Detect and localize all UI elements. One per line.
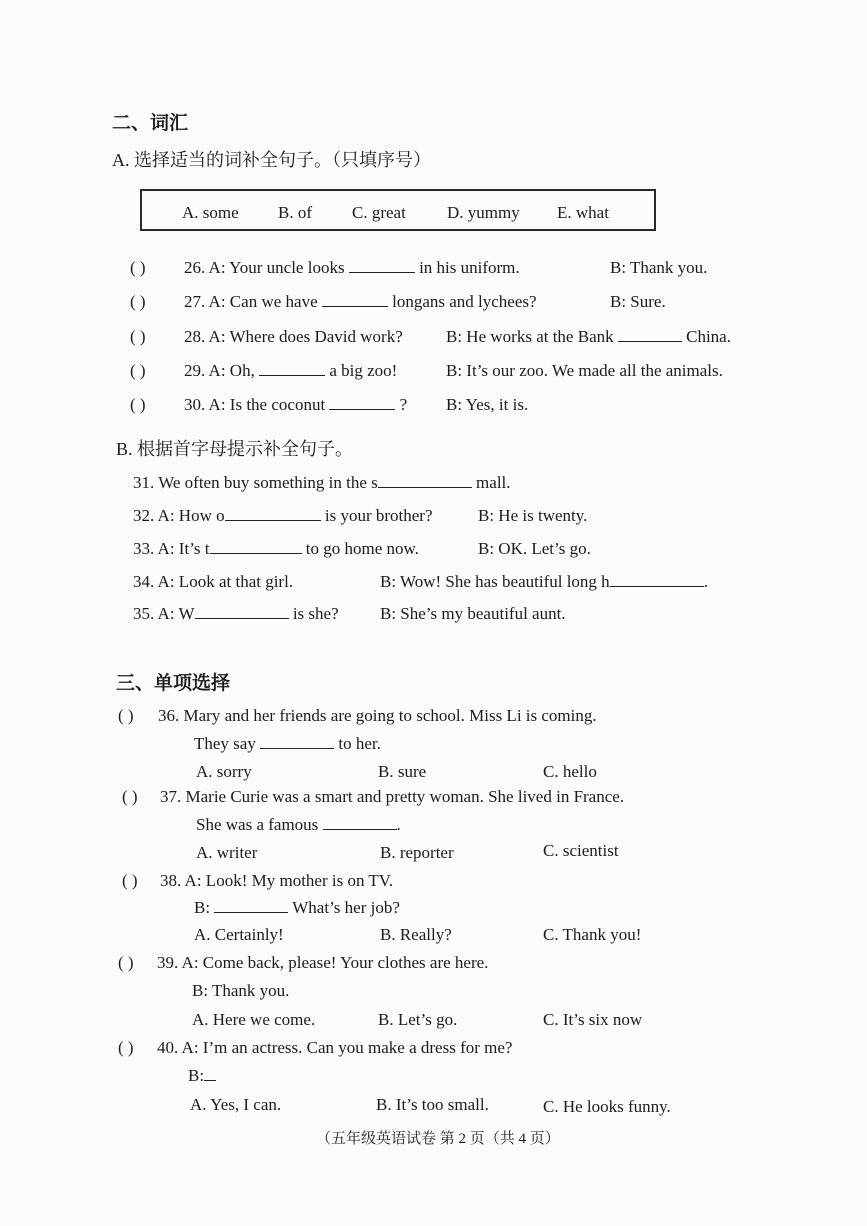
question-text: a big zoo!	[329, 361, 398, 380]
choice-c[interactable]: C. Thank you!	[543, 925, 642, 944]
fill-blank[interactable]	[204, 1066, 216, 1081]
question-39-line2: B: Thank you.	[192, 981, 290, 1000]
answer-bracket[interactable]: ( )	[130, 395, 146, 414]
question-text: to go home now.	[305, 539, 419, 558]
question-36-line2	[194, 734, 381, 754]
question-37: 37. Marie Curie was a smart and pretty woman. She lived in France.	[160, 787, 625, 806]
answer-bracket[interactable]: ( )	[130, 292, 146, 311]
question-28: 28. A: Where does David work?	[184, 327, 403, 346]
question-29	[184, 361, 397, 381]
choice-a[interactable]: A. Here we come.	[192, 1010, 316, 1029]
question-32	[133, 506, 433, 526]
word-option-e: E. what	[557, 203, 609, 222]
question-text: 31. We often buy something in the s	[133, 473, 378, 492]
question-38: 38. A: Look! My mother is on TV.	[160, 871, 394, 890]
question-text: China.	[686, 327, 731, 346]
question-text: in his uniform.	[419, 258, 520, 277]
answer-bracket[interactable]: ( )	[118, 1038, 134, 1057]
fill-blank[interactable]	[225, 506, 321, 521]
question-33	[133, 539, 419, 559]
question-text: .	[396, 815, 401, 834]
fill-blank[interactable]	[260, 734, 334, 749]
question-37-line2	[196, 815, 401, 835]
question-38-line2	[194, 898, 400, 918]
question-34: 34. A: Look at that girl.	[133, 572, 294, 591]
question-text: B:	[188, 1066, 205, 1085]
question-text: 32. A: How o	[133, 506, 225, 525]
word-option-c: C. great	[352, 203, 406, 222]
question-text: 26. A: Your uncle looks	[184, 258, 345, 277]
question-text: longans and lychees?	[392, 292, 537, 311]
question-40-line2	[188, 1066, 216, 1086]
question-35	[133, 604, 339, 624]
choice-a[interactable]: A. sorry	[196, 762, 252, 781]
answer-bracket[interactable]: ( )	[118, 706, 134, 725]
section-3-title: 三、单项选择	[116, 672, 231, 694]
fill-blank[interactable]	[610, 572, 704, 587]
question-text: 30. A: Is the coconut	[184, 395, 326, 414]
question-34-response	[380, 572, 708, 592]
choice-b[interactable]: B. reporter	[380, 843, 454, 862]
question-text: 29. A: Oh,	[184, 361, 255, 380]
question-text: is your brother?	[324, 506, 433, 525]
choice-b[interactable]: B. Really?	[380, 925, 452, 944]
choice-b[interactable]: B. Let’s go.	[378, 1010, 458, 1029]
question-36: 36. Mary and her friends are going to school. Miss Li is coming.	[158, 706, 597, 725]
question-39: 39. A: Come back, please! Your clothes are here.	[157, 953, 489, 972]
question-text: She was a famous	[196, 815, 319, 834]
fill-blank[interactable]	[210, 539, 302, 554]
fill-blank[interactable]	[323, 815, 397, 830]
question-text: 35. A: W	[133, 604, 195, 623]
answer-bracket[interactable]: ( )	[122, 871, 138, 890]
fill-blank[interactable]	[322, 292, 388, 307]
question-text: B:	[194, 898, 211, 917]
fill-blank[interactable]	[259, 361, 325, 376]
question-text: 33. A: It’s t	[133, 539, 210, 558]
choice-a[interactable]: A. Certainly!	[194, 925, 284, 944]
question-text: 27. A: Can we have	[184, 292, 318, 311]
question-text: What’s her job?	[292, 898, 400, 917]
choice-a[interactable]: A. writer	[196, 843, 258, 862]
answer-bracket[interactable]: ( )	[122, 787, 138, 806]
response-b: B: OK. Let’s go.	[478, 539, 591, 558]
choice-c[interactable]: C. It’s six now	[543, 1010, 643, 1029]
response-b: B: She’s my beautiful aunt.	[380, 604, 566, 623]
word-option-b: B. of	[278, 203, 312, 222]
question-text: is she?	[292, 604, 339, 623]
page-footer: （五年级英语试卷 第 2 页（共 4 页）	[316, 1131, 560, 1147]
answer-bracket[interactable]: ( )	[130, 258, 146, 277]
fill-blank[interactable]	[195, 604, 289, 619]
choice-c[interactable]: C. He looks funny.	[543, 1097, 671, 1116]
choice-c[interactable]: C. scientist	[543, 841, 619, 860]
section-2-title: 二、词汇	[112, 112, 189, 134]
fill-blank[interactable]	[378, 473, 472, 488]
word-option-d: D. yummy	[447, 203, 520, 222]
question-31	[133, 473, 511, 493]
fill-blank[interactable]	[618, 327, 682, 342]
choice-c[interactable]: C. hello	[543, 762, 597, 781]
question-40: 40. A: I’m an actress. Can you make a dress for me?	[157, 1038, 513, 1057]
response-b: B: Yes, it is.	[446, 395, 529, 414]
answer-bracket[interactable]: ( )	[118, 953, 134, 972]
response-b: B: He is twenty.	[478, 506, 588, 525]
word-bank-box	[140, 189, 656, 231]
question-text: mall.	[476, 473, 511, 492]
question-30	[184, 395, 407, 415]
word-option-a: A. some	[182, 203, 239, 222]
question-text: B: Wow! She has beautiful long h	[380, 572, 610, 591]
choice-b[interactable]: B. sure	[378, 762, 427, 781]
choice-a[interactable]: A. Yes, I can.	[190, 1095, 282, 1114]
part-b-instruction: B. 根据首字母提示补全句子。	[116, 439, 354, 459]
part-a-instruction: A. 选择适当的词补全句子。（只填序号）	[112, 150, 431, 170]
response-b: B: Thank you.	[610, 258, 708, 277]
question-text: .	[703, 572, 708, 591]
question-27	[184, 292, 537, 312]
question-26	[184, 258, 520, 278]
question-28-response	[446, 327, 731, 347]
fill-blank[interactable]	[349, 258, 415, 273]
fill-blank[interactable]	[214, 898, 288, 913]
fill-blank[interactable]	[329, 395, 395, 410]
question-text: B: He works at the Bank	[446, 327, 614, 346]
answer-bracket[interactable]: ( )	[130, 327, 146, 346]
question-text: They say	[194, 734, 256, 753]
response-b: B: It’s our zoo. We made all the animals.	[446, 361, 723, 380]
answer-bracket[interactable]: ( )	[130, 361, 146, 380]
question-text: ?	[399, 395, 408, 414]
choice-b[interactable]: B. It’s too small.	[376, 1095, 489, 1114]
response-b: B: Sure.	[610, 292, 666, 311]
question-text: to her.	[338, 734, 381, 753]
